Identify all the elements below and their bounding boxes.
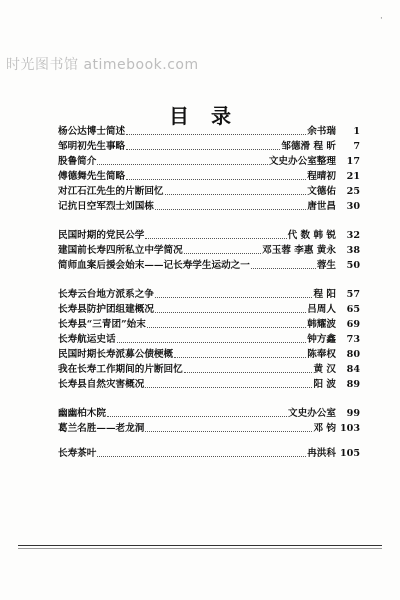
- toc-entry-title: 长寿县“三青团”始末: [58, 319, 146, 330]
- toc-entry-author: 钟方鑫: [307, 334, 336, 345]
- toc-entry-page: 50: [346, 260, 360, 271]
- leader-dots: [126, 149, 280, 150]
- toc-entry-page: 17: [346, 156, 360, 167]
- toc-entry-title: 民国时期的党民公学: [58, 230, 145, 241]
- toc-entry[interactable]: [58, 228, 360, 243]
- toc-entry[interactable]: [58, 243, 360, 258]
- section-spacer: [58, 392, 360, 406]
- leader-dots: [145, 431, 312, 432]
- leader-dots: [184, 253, 261, 254]
- toc-entry[interactable]: [58, 347, 360, 362]
- toc-entry-page: 84: [346, 364, 360, 375]
- toc-entry-title: 对江石江先生的片断回忆: [58, 186, 164, 197]
- toc-entry[interactable]: [58, 421, 360, 436]
- toc-entry-author: 文德佑: [307, 186, 336, 197]
- toc-entry[interactable]: [58, 139, 360, 154]
- toc-entry[interactable]: [58, 154, 360, 169]
- toc-entry[interactable]: [58, 317, 360, 332]
- leader-dots: [165, 194, 307, 195]
- toc-entry-title: 长寿茶叶: [58, 448, 97, 459]
- toc-entry-title: 我在长寿工作期间的片断回忆: [58, 364, 183, 375]
- toc-entry-page: 21: [346, 171, 360, 182]
- leader-dots: [174, 357, 306, 358]
- leader-dots: [117, 342, 307, 343]
- toc-entry[interactable]: [58, 406, 360, 421]
- toc-entry-author: 邓玉蓉 李惠 黄永: [262, 245, 336, 256]
- toc-entry-author: 邓 钧: [313, 423, 336, 434]
- toc-entry-page: 73: [346, 334, 360, 345]
- section-spacer: [58, 273, 360, 287]
- toc-entry-page: 38: [346, 245, 360, 256]
- toc-entry-title: 长寿县防护团组建概况: [58, 304, 154, 315]
- table-of-contents: [58, 124, 360, 461]
- toc-entry-author: 唐世昌: [307, 201, 336, 212]
- toc-entry-page: 105: [339, 448, 360, 459]
- toc-entry-title: 建国前长寿四所私立中学简况: [58, 245, 183, 256]
- toc-entry-author: 黄 汉: [313, 364, 336, 375]
- leader-dots: [184, 372, 313, 373]
- toc-entry-title: 长寿云台地方派系之争: [58, 289, 154, 300]
- leader-dots: [145, 238, 286, 239]
- bottom-rule: [18, 545, 382, 546]
- toc-entry-author: 邹德滑 程 昕: [281, 141, 336, 152]
- leader-dots: [155, 312, 306, 313]
- toc-entry-title: 股鲁简介: [58, 156, 97, 167]
- toc-entry[interactable]: [58, 377, 360, 392]
- toc-entry-page: 103: [339, 423, 360, 434]
- watermark-text: 时光图书馆 atimebook.com: [6, 57, 199, 73]
- toc-entry-author: 冉洪科: [307, 448, 336, 459]
- corner-mark: ·: [380, 14, 383, 24]
- toc-entry[interactable]: [58, 362, 360, 377]
- toc-entry-author: 文史办公室整理: [268, 156, 336, 167]
- toc-entry-author: 阳 波: [313, 379, 336, 390]
- leader-dots: [147, 327, 306, 328]
- toc-entry-page: 69: [346, 319, 360, 330]
- toc-entry-page: 7: [353, 141, 360, 152]
- page-title: 目录: [169, 104, 253, 128]
- toc-entry-title: 杨公达博士简述: [58, 126, 126, 137]
- toc-entry[interactable]: [58, 124, 360, 139]
- toc-entry-author: 余书瑞: [307, 126, 336, 137]
- leader-dots: [126, 134, 306, 135]
- toc-entry-page: 80: [346, 349, 360, 360]
- toc-entry-author: 程 阳: [313, 289, 336, 300]
- toc-entry-page: 1: [353, 126, 360, 137]
- toc-entry-author: 程晴初: [307, 171, 336, 182]
- toc-entry-author: 文史办公室: [288, 408, 336, 419]
- toc-entry-title: 葛兰名胜——老龙洞: [58, 423, 145, 434]
- toc-entry-page: 57: [346, 289, 360, 300]
- toc-entry-title: 长寿县自然灾害概况: [58, 379, 145, 390]
- leader-dots: [97, 456, 306, 457]
- leader-dots: [107, 416, 287, 417]
- toc-entry-author: 韩耀波: [307, 319, 336, 330]
- section-spacer: [58, 214, 360, 228]
- toc-entry[interactable]: [58, 169, 360, 184]
- leader-dots: [126, 179, 306, 180]
- toc-entry-title: 幽幽柏木院: [58, 408, 106, 419]
- toc-entry[interactable]: [58, 258, 360, 273]
- toc-entry-page: 25: [346, 186, 360, 197]
- toc-entry-author: 蓉生: [316, 260, 336, 271]
- toc-entry-page: 89: [346, 379, 360, 390]
- leader-dots: [97, 164, 267, 165]
- toc-entry-author: 代 数 韩 锐: [287, 230, 336, 241]
- toc-entry-title: 记抗日空军烈士刘国栋: [58, 201, 154, 212]
- toc-entry-author: 吕周人: [307, 304, 336, 315]
- toc-entry-page: 65: [346, 304, 360, 315]
- leader-dots: [145, 387, 312, 388]
- toc-entry-title: 长寿航运史话: [58, 334, 116, 345]
- toc-entry[interactable]: [58, 332, 360, 347]
- leader-dots: [251, 268, 316, 269]
- toc-entry-author: 陈奉权: [307, 349, 336, 360]
- leader-dots: [155, 297, 313, 298]
- toc-entry-title: 民国时期长寿派募公债梗概: [58, 349, 174, 360]
- toc-entry-title: 简师血案后援会始末——记长寿学生运动之一: [58, 260, 250, 271]
- toc-entry-page: 99: [346, 408, 360, 419]
- section-spacer: [58, 436, 360, 446]
- toc-entry[interactable]: [58, 287, 360, 302]
- bottom-rule-thin: [18, 548, 382, 549]
- toc-entry[interactable]: [58, 199, 360, 214]
- toc-entry[interactable]: [58, 302, 360, 317]
- toc-entry[interactable]: [58, 446, 360, 461]
- toc-entry[interactable]: [58, 184, 360, 199]
- toc-entry-page: 30: [346, 201, 360, 212]
- toc-entry-title: 邹明初先生事略: [58, 141, 126, 152]
- leader-dots: [155, 209, 306, 210]
- toc-entry-title: 傅德舞先生简略: [58, 171, 126, 182]
- toc-entry-page: 32: [346, 230, 360, 241]
